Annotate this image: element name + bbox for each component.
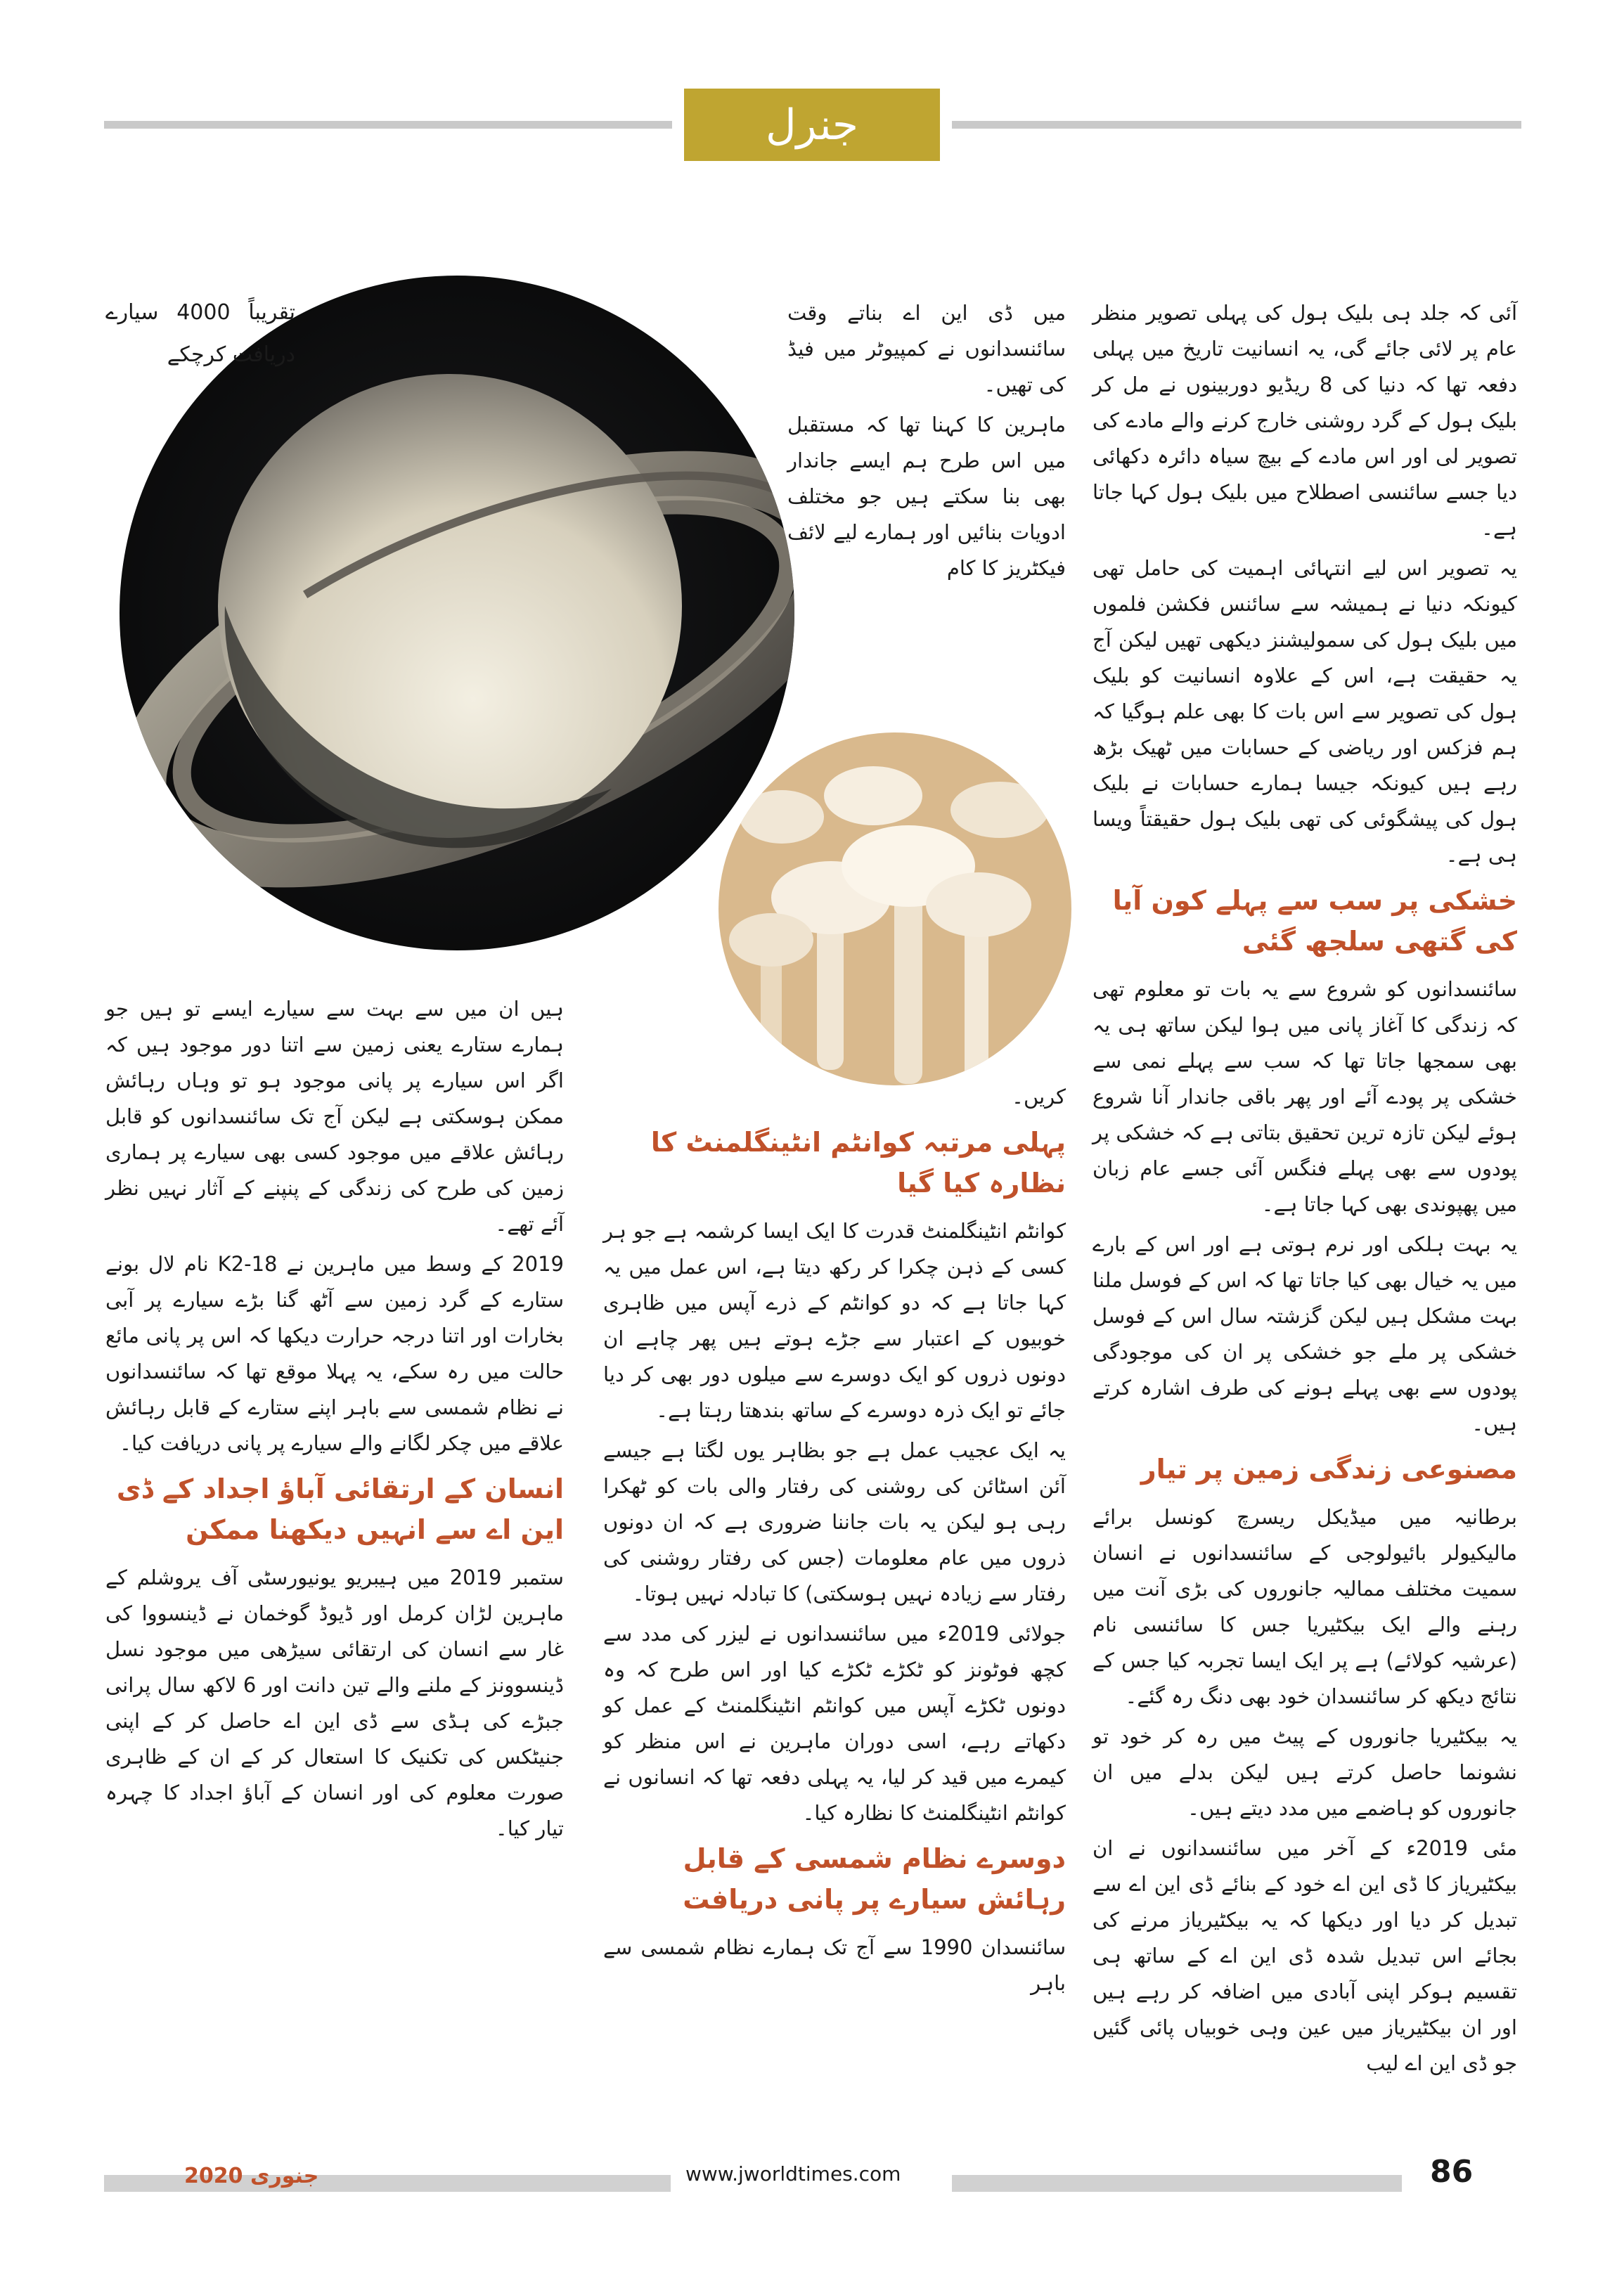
planet-caption: تقریباً 4000 سیارے دریافت کرچکے [105, 300, 295, 367]
headline: انسان کے ارتقائی آباؤ اجداد کے ڈی این اے سے انہیں دیکھنا ممکن [116, 1473, 564, 1545]
mushroom-image [709, 723, 1081, 1095]
paragraph: یہ بہت ہلکی اور نرم ہوتی ہے اور اس کے بارے میں یہ خیال بھی کیا جاتا تھا کہ اس کے فوسل ملنا بہت مشکل ہیں لیکن گزشتہ سال اس کے فوسل خشکی پر ملے جو خشکی پر ان کی موجودگی پودوں سے بھی پہلے ہونے کی طرف اشارہ کرتے ہیں۔ [1093, 1232, 1517, 1435]
paragraph: کوانٹم انٹینگلمنٹ قدرت کا ایک ایسا کرشمہ ہے جو ہر کسی کے ذہن چکرا کر رکھ دیتا ہے، اس عمل میں یہ کہا جاتا ہے کہ دو کوانٹم کے ذرے آپس میں ظاہری خوبیوں کے اعتبار سے جڑے ہوتے ہیں پھر چاہے ان دونوں ذروں کو ایک دوسرے سے میلوں دور بھی کر دیا جائے تو ایک ذرہ دوسرے کے ساتھ بندھتا رہتا ہے۔ [603, 1219, 1066, 1422]
paragraph: یہ تصویر اس لیے انتہائی اہمیت کی حامل تھی کیونکہ دنیا نے ہمیشہ سے سائنس فکشن فلموں میں بلیک ہول کی سمولیشنز دیکھی تھیں لیکن آج یہ حقیقت ہے، اس کے علاوہ انسانیت کو بلیک ہول کی تصویر سے اس بات کا بھی علم ہوگیا کہ ہم فزکس اور ریاضی کے حسابات میں ٹھیک بڑھ رہے ہیں کیونکہ جیسا ہمارے حسابات نے بلیک ہول کی پیشگوئی کی تھی بلیک ہول حقیقتاً ویسا ہی ہے۔ [1093, 556, 1517, 867]
paragraph: آئی کہ جلد ہی بلیک ہول کی پہلی تصویر منظر عام پر لائی جائے گی، یہ انسانیت تاریخ میں پہلی دفعہ تھا کہ دنیا کی 8 ریڈیو دوربینوں نے مل کر بلیک ہول کے گرد روشنی خارج کرنے والے مادے کی تصویر لی اور اس مادے کے بیچ سیاہ دائرہ دکھائی دیا جسے سائنسی اصطلاح میں بلیک ہول کہا جاتا ہے۔ [1093, 301, 1517, 540]
headline: پہلی مرتبہ کوانٹم انٹینگلمنٹ کا نظارہ کیا گیا [650, 1127, 1066, 1199]
footer-bar-right [952, 2175, 1402, 2192]
header-rule-left [104, 121, 672, 129]
paragraph: سائنسدانوں کو شروع سے یہ بات تو معلوم تھی کہ زندگی کا آغاز پانی میں ہوا لیکن ساتھ ہی یہ بھی سمجھا جاتا تھا کہ سب سے پہلے نمی سے خشکی پر پودے آئے اور پھر باقی جاندار آنا شروع ہوئے لیکن تازہ ترین تحقیق بتاتی ہے کہ خشکی پر پودوں سے بھی پہلے فنگس آئی جسے عام زبان میں پھپوندی بھی کہا جاتا ہے۔ [1093, 977, 1517, 1216]
paragraph: میں ڈی این اے بناتے وقت سائنسدانوں نے کمپیوٹر میں فیڈ کی تھیں۔ [787, 301, 1066, 396]
paragraph: جولائی 2019ء میں سائنسدانوں نے لیزر کی مدد سے کچھ فوٹونز کو ٹکڑے ٹکڑے کیا اور اس طرح کہ وہ دونوں ٹکڑے آپس میں کوانٹم انٹینگلمنٹ کے عمل کو دکھاتے رہے، اسی دوران ماہرین نے اس منظر کو کیمرے میں قید کر لیا، یہ پہلی دفعہ تھا کہ انسانوں نے کوانٹم انٹینگلمنٹ کا نظارہ کیا۔ [603, 1622, 1066, 1825]
headline: مصنوعی زندگی زمین پر تیار [1140, 1454, 1517, 1485]
column-left [105, 991, 564, 1851]
paragraph: مئی 2019ء کے آخر میں سائنسدانوں نے ان بیکٹیریاز کا ڈی این اے خود کے بنائے ڈی این اے سے تبدیل کر دیا اور دیکھا کہ یہ بیکٹیریاز مرنے کی بجائے اس تبدیل شدہ ڈی این اے کے ساتھ ہی تقسیم ہوکر اپنی آبادی میں اضافہ کر رہے ہیں اور ان بیکٹیریاز میں عین وہی خوبیاں پائی گئیں جو ڈی این اے لیب [1093, 1836, 1517, 2075]
paragraph: ماہرین کا کہنا تھا کہ مستقبل میں اس طرح ہم ایسے جاندار بھی بنا سکتے ہیں جو مختلف ادویات بنائیں اور ہمارے لیے لائف فیکٹریز کا کام [787, 413, 1066, 580]
section-title: جنرل [766, 100, 858, 150]
header-rule-right [952, 121, 1521, 129]
paragraph: 2019 کے وسط میں ماہرین نے K2-18 نام لال بونے ستارے کے گرد زمین سے آٹھ گنا بڑے سیارے پر آبی بخارات اور اتنا درجہ حرارت دیکھا کہ اس پر پانی مائع حالت میں رہ سکے، یہ پہلا موقع تھا کہ سائنسدانوں نے نظام شمسی سے باہر اپنے ستارے کے قابل رہائش علاقے میں چکر لگانے والے سیارے پر پانی دریافت کیا۔ [105, 1252, 564, 1455]
paragraph: ہیں ان میں سے بہت سے سیارے ایسے تو ہیں جو ہمارے ستارے یعنی زمین سے اتنا دور موجود ہیں کہ اگر اس سیارے پر پانی موجود ہو تو وہاں رہائش ممکن ہوسکتی ہے لیکن آج تک سائنسدانوں کو قابل رہائش علاقے میں موجود کسی بھی سیارے پر ہماری زمین کی طرح کی زندگی کے پنپنے کے آثار نہیں نظر آئے تھے۔ [105, 997, 564, 1236]
footer-website[interactable]: www.jworldtimes.com [685, 2162, 901, 2186]
section-tab [684, 89, 940, 161]
paragraph: سائنسدان 1990 سے آج تک ہمارے نظام شمسی سے باہر [603, 1935, 1066, 1995]
mushroom-illustration [718, 732, 1071, 1085]
column-right [1093, 295, 1517, 2086]
footer-date: جنوری 2020 [184, 2164, 319, 2188]
column-middle-bottom [603, 1079, 1066, 2006]
paragraph: برطانیہ میں میڈیکل ریسرچ کونسل برائے مالیکیولر بائیولوجی کے سائنسدانوں نے انسان سمیت مختلف ممالیہ جانوروں کی بڑی آنت میں رہنے والے ایک بیکٹیریا جس کا سائنسی نام (عرشیہ کولائے) ہے پر ایک ایسا تجربہ کیا جس کے نتائج دیکھ کر سائنسدان خود بھی دنگ رہ گئے۔ [1093, 1505, 1517, 1708]
headline: دوسرے نظام شمسی کے قابل رہائش سیارے پر پانی دریافت [683, 1843, 1066, 1915]
page-number: 86 [1430, 2154, 1474, 2190]
paragraph: ستمبر 2019 میں ہیبریو یونیورسٹی آف یروشلم کے ماہرین لڑان کرمل اور ڈیوڈ گوخمان نے ڈینسووا کی غار سے انسان کی ارتقائی سیڑھی میں موجود نسل ڈینسوونز کے ملنے والے تین دانت اور 6 لاکھ سال پرانی جبڑے کی ہڈی سے ڈی این اے حاصل کر کے اپنی جنیٹکس کی تکنیک کا استعال کر کے ان کے ظاہری صورت معلوم کی اور انسان کے آباؤ اجداد کا چہرہ تیار کیا۔ [105, 1565, 564, 1840]
paragraph: یہ بیکٹیریا جانوروں کے پیٹ میں رہ کر خود تو نشونما حاصل کرتے ہیں لیکن بدلے میں ان جانوروں کو ہاضمے میں مدد دیتے ہیں۔ [1093, 1724, 1517, 1820]
paragraph: یہ ایک عجیب عمل ہے جو بظاہر یوں لگتا ہے جیسے آئن اسٹائن کی روشنی کی رفتار والی بات کو ٹھکرا رہی ہو لیکن یہ بات جاننا ضروری ہے کہ ان دونوں ذروں میں عام معلومات (جس کی رفتار روشنی کی رفتار سے زیادہ نہیں ہوسکتی) کا تبادلہ نہیں ہوتا۔ [603, 1438, 1066, 1606]
column-middle-top [787, 295, 1066, 590]
headline: خشکی پر سب سے پہلے کون آیا کی گتھی سلجھ گئی [1112, 885, 1517, 957]
paragraph: کریں۔ [1012, 1085, 1066, 1109]
